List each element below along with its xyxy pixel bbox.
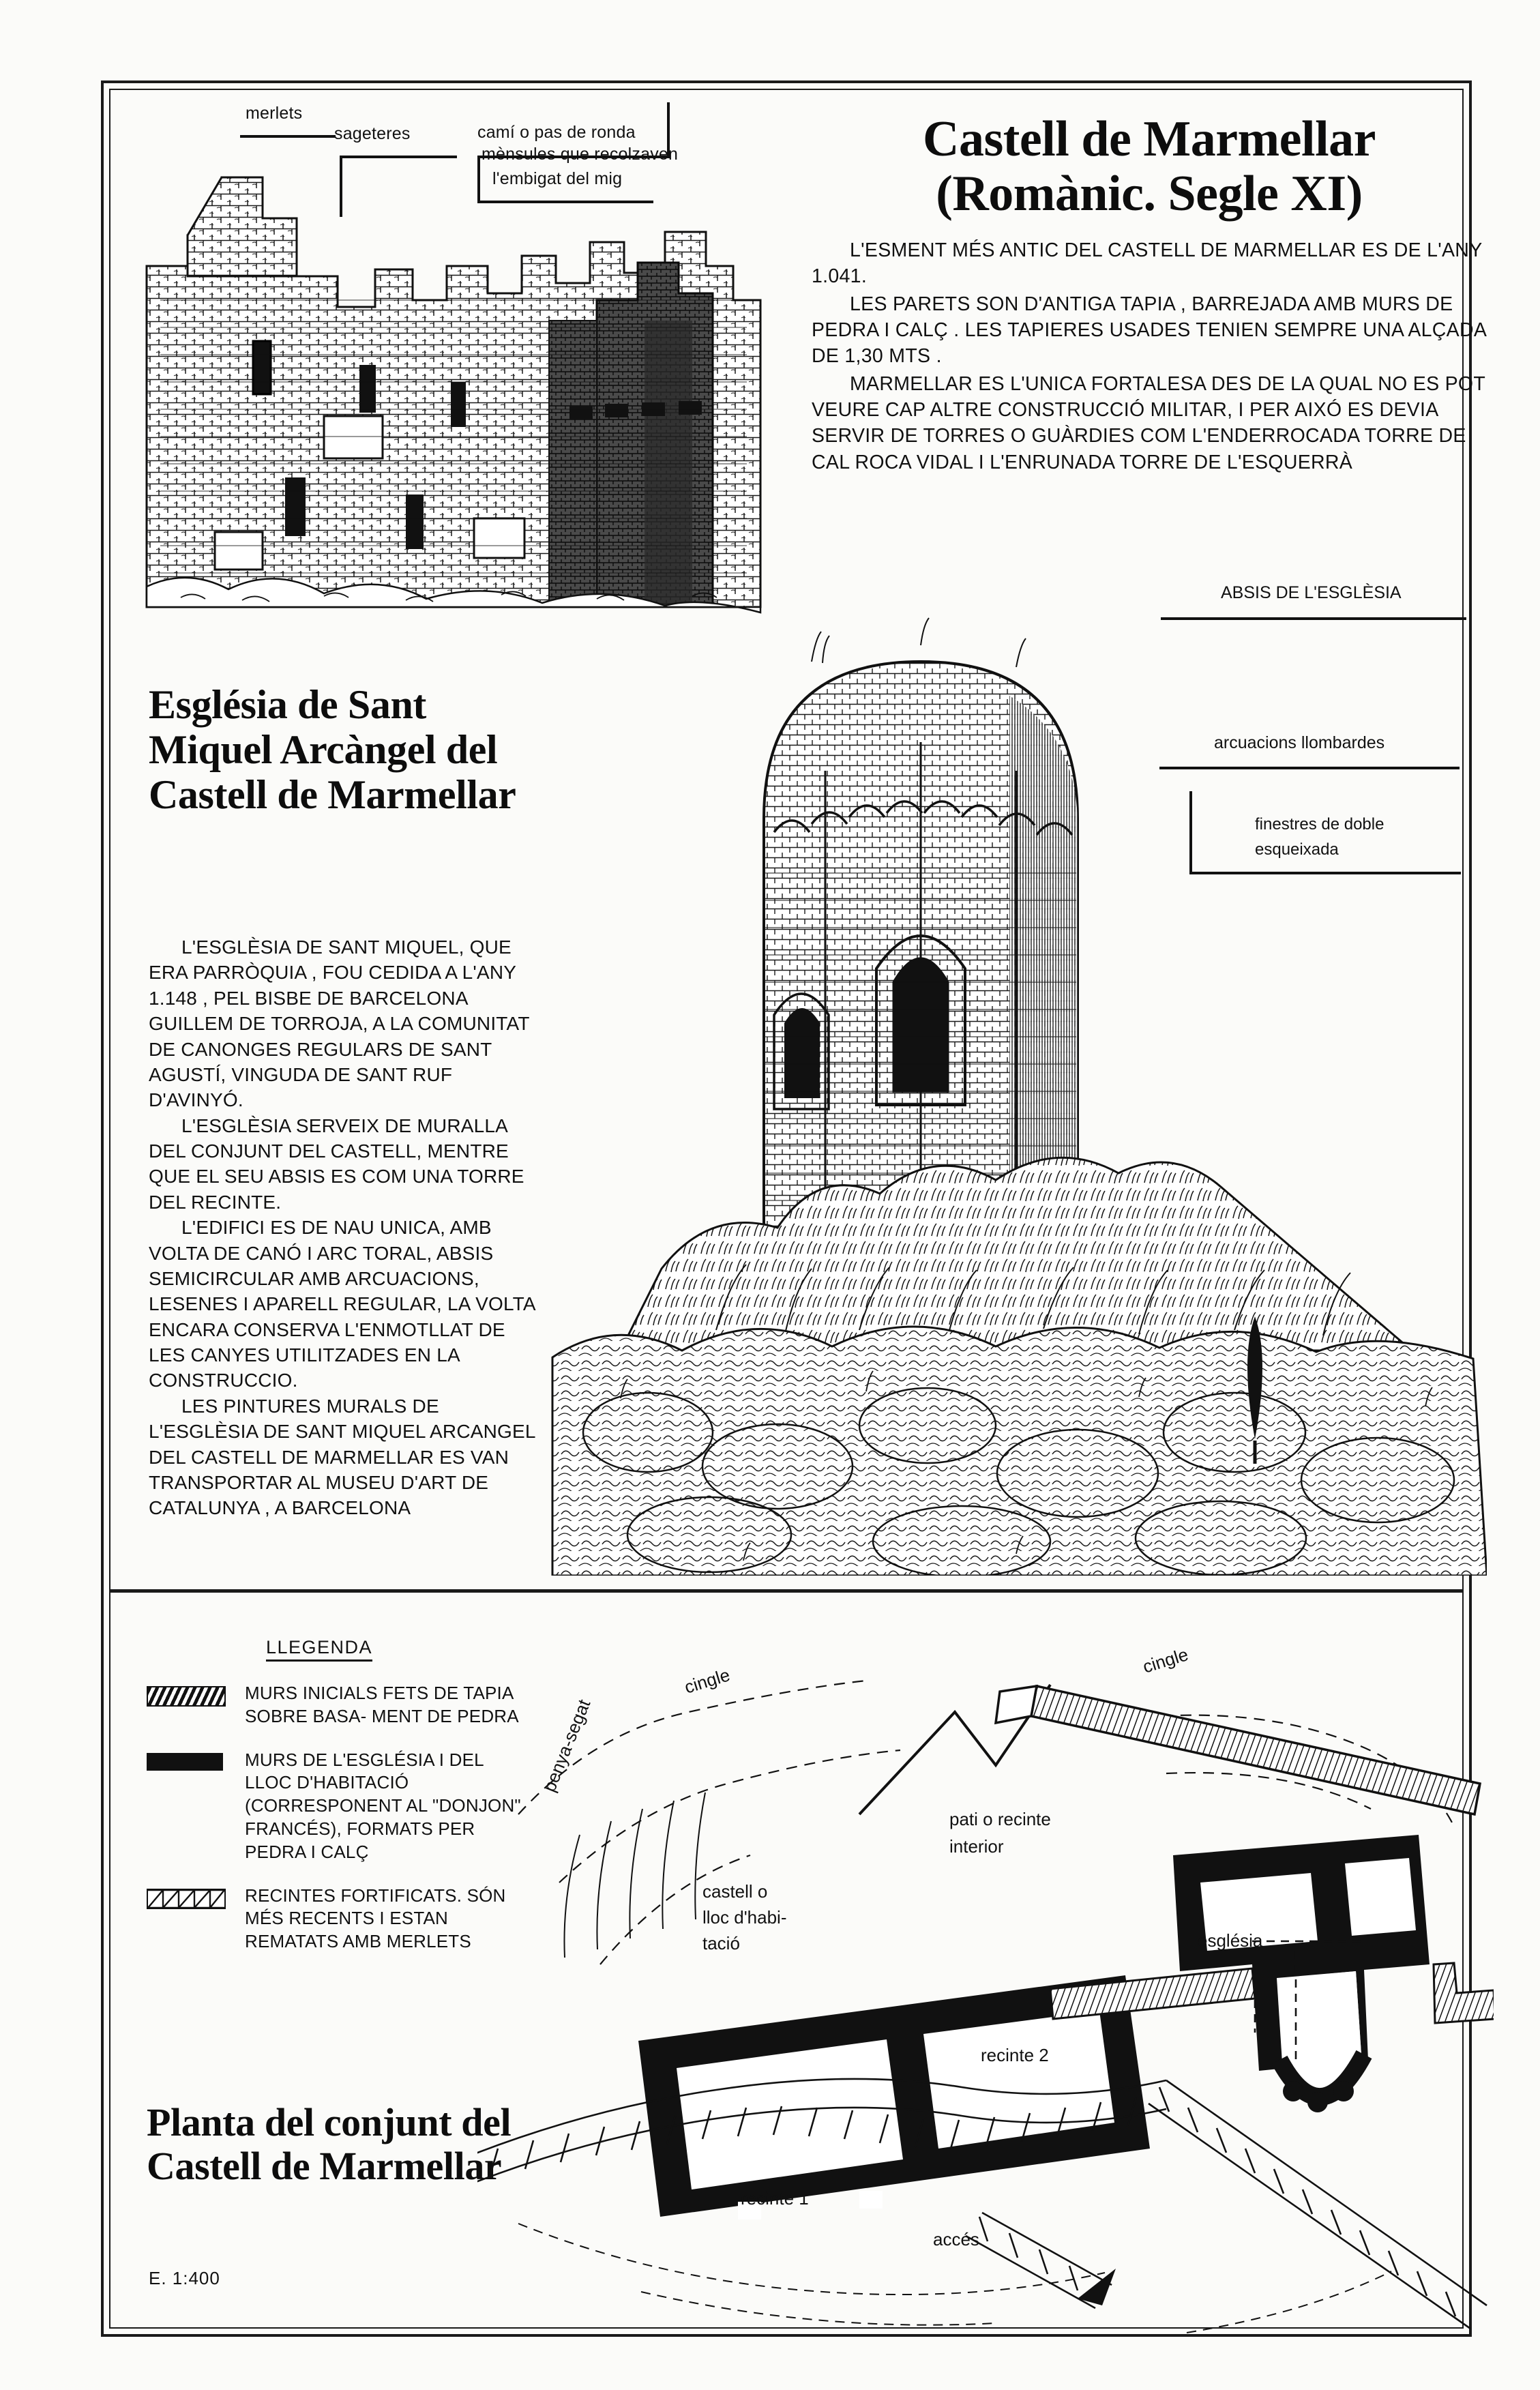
intro-paragraph-3: MARMELLAR ES L'UNICA FORTALESA DES DE LA QUAL NO ES POT VEURE CAP ALTRE CONSTRUCCIÓ MILITAR, I PER AIXÓ ES DEVIA SERVIR DE TORRES O GUÀRDIES COM L'ENDERROCADA TORRE DE CAL ROCA VIDAL I L'ENRUNADA TORRE DE L'ESQUERRÀ <box>812 372 1485 473</box>
plan-label-acces: accés <box>933 2229 979 2249</box>
plan-label-pati-line1: pati o recinte <box>949 1809 1051 1829</box>
legend-swatch-crenellated <box>147 1885 228 1953</box>
callout-mensules-line2: l'embigat del mig <box>492 169 623 188</box>
plan-label-castell-line1: castell o <box>702 1881 768 1902</box>
church-heading: Església de Sant Miquel Arcàngel del Castell de Marmellar <box>149 682 516 817</box>
intro-paragraph-1: L'ESMENT MÉS ANTIC DEL CASTELL DE MARMELLAR ES DE L'ANY 1.041. <box>812 239 1482 288</box>
intro-text <box>812 237 1487 477</box>
callout-arcuacions: arcuacions llombardes <box>1214 733 1385 752</box>
callout-sageteres: sageteres <box>334 124 411 143</box>
page-title-line2: (Romànic. Segle XI) <box>936 165 1363 222</box>
apse-tower-illustration <box>539 546 1487 1576</box>
church-paragraph-1: L'ESGLÈSIA DE SANT MIQUEL, QUE ERA PARRÒQUIA , FOU CEDIDA A L'ANY 1.148 , PEL BISBE DE BARCELONA GUILLEM DE TORROJA, A LA COMUNITAT DE CANONGES REGULARS DE SANT AGUSTÍ, VINGUDA DE SANT RUF D'AVINYÓ. <box>149 936 530 1111</box>
legend-item <box>147 1885 529 1953</box>
plan-label-cingle-right: cingle <box>1140 1644 1191 1677</box>
section-divider <box>109 1589 1464 1593</box>
legend-item-label: RECINTES FORTIFICATS. SÓN MÉS RECENTS I ESTAN REMATATS AMB MERLETS <box>245 1885 506 1952</box>
callout-drop-finestres <box>1189 791 1192 874</box>
legend <box>147 1637 529 1953</box>
plan-label-cingle-left: cingle <box>682 1664 732 1698</box>
legend-swatch-hatched <box>147 1682 228 1728</box>
page-title-line1: Castell de Marmellar <box>923 111 1376 167</box>
plan-heading: Planta del conjunt del Castell de Marmellar <box>147 2100 512 2188</box>
callout-drop-mensules <box>477 156 480 203</box>
callout-leader-merlets <box>240 135 336 138</box>
callout-finestres-line2: esqueixada <box>1255 840 1339 859</box>
callout-absis: ABSIS DE L'ESGLÈSIA <box>1221 583 1402 602</box>
callout-drop-sageteres <box>340 156 342 217</box>
plan-label-recinte-2: recinte 2 <box>981 2045 1049 2065</box>
crenellated-band-icon <box>147 1889 226 1909</box>
callout-mensules-line1: mènsules que recolzaven <box>482 145 679 164</box>
solid-band-icon <box>147 1753 223 1771</box>
church-text <box>149 934 537 1521</box>
callout-finestres-line1: finestres de doble <box>1255 815 1384 833</box>
legend-swatch-solid <box>147 1749 228 1864</box>
plan-label-esglesia: església <box>1198 1930 1263 1951</box>
legend-item <box>147 1682 529 1728</box>
legend-item-label: MURS DE L'ESGLÉSIA I DEL LLOC D'HABITACIÓ (CORRESPONENT AL "DONJON" FRANCÉS), FORMATS PER PEDRA I CALÇ <box>245 1749 521 1862</box>
callout-cami-ronda: camí o pas de ronda <box>477 123 636 142</box>
plan-label-recinte-1: recinte 1 <box>741 2188 809 2209</box>
church-paragraph-2: L'ESGLÈSIA SERVEIX DE MURALLA DEL CONJUNT DEL CASTELL, MENTRE QUE EL SEU ABSIS ES COM UNA TORRE DEL RECINTE. <box>149 1115 524 1213</box>
callout-leader-mensules <box>477 201 653 203</box>
plan-label-castell-line3: tació <box>702 1933 740 1953</box>
plan-label-pati-line2: interior <box>949 1836 1004 1857</box>
callout-leader-arcuacions <box>1159 767 1460 769</box>
legend-heading: LLEGENDA <box>266 1637 372 1662</box>
legend-item <box>147 1749 529 1864</box>
plan-label-penya-segat: penya-segat <box>539 1696 595 1795</box>
hatched-band-icon <box>147 1686 226 1707</box>
legend-item-label: MURS INICIALS FETS DE TAPIA SOBRE BASA- MENT DE PEDRA <box>245 1683 519 1726</box>
plan-label-castell-line2: lloc d'habi- <box>702 1907 787 1928</box>
intro-paragraph-2: LES PARETS SON D'ANTIGA TAPIA , BARREJADA AMB MURS DE PEDRA I CALÇ . LES TAPIERES USADES TENIEN SEMPRE UNA ALÇADA DE 1,30 MTS . <box>812 293 1486 368</box>
callout-merlets: merlets <box>246 104 303 123</box>
church-paragraph-3: L'EDIFICI ES DE NAU UNICA, AMB VOLTA DE CANÓ I ARC TORAL, ABSIS SEMICIRCULAR AMB ARCUACIONS, LESENES I APARELL REGULAR, LA VOLTA ENCARA CONSERVA L'ENMOTLLAT DE LES CANYES UTILITZADES EN LA CONSTRUCCIO. <box>149 1217 535 1391</box>
church-paragraph-4: LES PINTURES MURALS DE L'ESGLÈSIA DE SANT MIQUEL ARCANGEL DEL CASTELL DE MARMELLAR ES VAN TRANSPORTAR AL MUSEU D'ART DE CATALUNYA , A BARCELONA <box>149 1395 535 1519</box>
plan-scale: E. 1:400 <box>149 2268 220 2288</box>
callout-leader-absis <box>1161 617 1466 620</box>
callout-leader-finestres <box>1189 872 1461 874</box>
site-plan-drawing <box>477 1610 1494 2346</box>
callout-leader-sageteres <box>340 156 457 158</box>
page-title <box>805 113 1494 222</box>
